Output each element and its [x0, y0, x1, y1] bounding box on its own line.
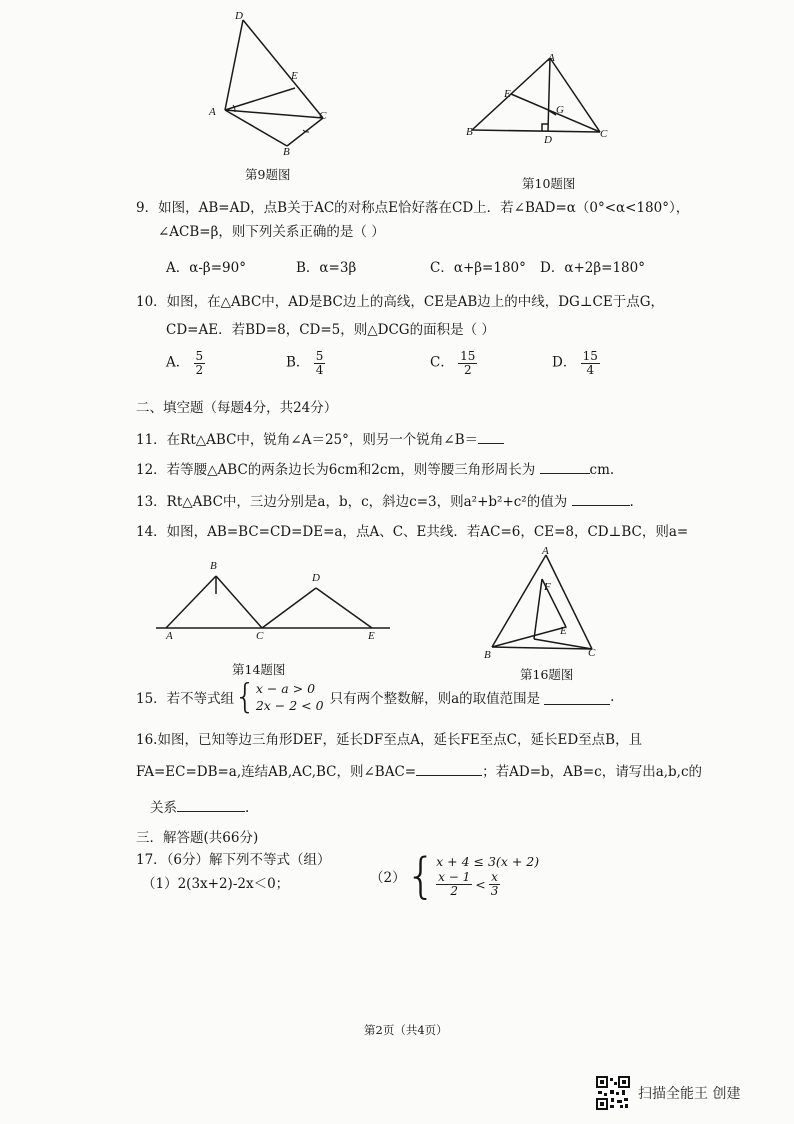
q17-part2-lt: < [475, 877, 486, 892]
q16-line2a: FA=EC=DB=a,连结AB,AC,BC，则∠BAC= [136, 764, 417, 780]
q13-blank[interactable] [572, 491, 630, 506]
q17-part2-right-den: 3 [490, 884, 499, 898]
figure-9 [195, 8, 345, 183]
q16-line2b: ；若AD=b，AB=c，请写出a,b,c的 [482, 764, 703, 780]
q10-line2: CD=AE．若BD=8，CD=5，则△DCG的面积是（ ） [166, 322, 495, 338]
q10-option-d-letter: D． [552, 354, 577, 371]
fig16-caption: 第16题图 [520, 667, 574, 682]
q17-part2-ineq1: x + 4 ≤ 3(x + 2) [436, 854, 540, 870]
fig9-label-a: A [209, 106, 216, 118]
q10-option-c-letter: C． [430, 354, 454, 371]
q13-end: . [629, 494, 634, 510]
q17-part2-right-num: x [491, 870, 498, 885]
q17-part2-system [436, 854, 539, 897]
q13 [136, 490, 634, 510]
fig14-caption: 第14题图 [232, 662, 286, 677]
q9-option-b: B．α=3β [296, 260, 357, 276]
fig14-label-e: E [368, 630, 375, 642]
fig14-label-d: D [312, 572, 320, 584]
q14: 14．如图，AB=BC=CD=DE=a，点A、C、E共线．若AC=6，CE=8，CD⊥BC，则a= [136, 524, 689, 540]
q15-ineq1: x − a > 0 [255, 681, 316, 696]
q9-option-a: A．α-β=90° [166, 260, 246, 276]
q16-line2 [136, 760, 702, 780]
q11-text: 11．在Rt△ABC中，锐角∠A＝25°，则另一个锐角∠B＝ [136, 432, 479, 448]
figure-16-drawing [480, 545, 610, 660]
q16-blank-relation[interactable] [177, 797, 245, 812]
q10-line1: 10．如图，在△ABC中，AD是BC边上的高线，CE是AB边上的中线，DG⊥CE于点G， [136, 294, 665, 310]
q16-blank-angle[interactable] [416, 761, 482, 776]
figure-10-drawing [460, 50, 620, 150]
section-3-heading: 三．解答题(共66分) [136, 830, 259, 846]
page-number: 第2页（共4页） [364, 1023, 448, 1037]
q11 [136, 428, 504, 448]
q15-prefix: 15．若不等式组 [136, 691, 235, 707]
qr-code-icon [596, 1076, 630, 1110]
q10-option-a-num: 5 [195, 349, 204, 363]
fig14-label-c: C [256, 630, 264, 642]
q15-system [256, 680, 324, 714]
q16-line3 [150, 796, 249, 816]
q10-option-a-den: 2 [195, 362, 204, 377]
fig14-label-a: A [166, 630, 173, 642]
q17-part2-ineq2 [436, 871, 539, 897]
q9-option-d: D．α+2β=180° [540, 260, 645, 276]
q10-option-c-den: 2 [463, 362, 472, 377]
q17-part2-label: （2） [370, 870, 406, 886]
q17-part2-left-num: x − 1 [438, 870, 471, 885]
fig16-label-a: A [542, 545, 549, 557]
figure-9-drawing [195, 8, 345, 158]
q15 [136, 677, 615, 717]
fig9-label-d: D [235, 10, 243, 22]
q10-option-b-letter: B． [286, 354, 310, 371]
q9-line2: ∠ACB=β，则下列关系正确的是（ ） [158, 224, 385, 240]
fig10-label-c: C [600, 128, 608, 140]
q17-part2 [370, 848, 540, 904]
fig9-label-e: E [291, 70, 298, 82]
fig9-label-b: B [283, 146, 290, 158]
q15-brace: { [234, 677, 256, 717]
q10-option-b-num: 5 [315, 349, 324, 363]
q12 [136, 458, 614, 478]
fig9-label-c: C [319, 110, 327, 122]
fig14-label-b: B [210, 560, 217, 572]
q9-line1: 9．如图，AB=AD，点B关于AC的对称点E恰好落在CD上．若∠BAD=α（0°<α<180°）， [136, 200, 690, 216]
q10-option-d [552, 350, 600, 376]
figure-10 [460, 50, 620, 190]
fig10-label-d: D [544, 134, 552, 146]
q10-option-a [166, 350, 205, 376]
q10-option-a-letter: A． [166, 354, 190, 371]
q15-ineq2: 2x − 2 < 0 [255, 698, 324, 713]
q10-option-d-den: 4 [586, 362, 595, 377]
fig16-label-c: C [588, 647, 596, 659]
q11-blank[interactable] [478, 429, 504, 444]
scanner-watermark: 扫描全能王 创建 [638, 1086, 741, 1102]
fig10-label-b: B [466, 126, 473, 138]
q10-option-d-num: 15 [582, 349, 598, 363]
fig9-caption: 第9题图 [245, 167, 291, 182]
q17-part2-left-den: 2 [450, 884, 458, 898]
q15-end: . [610, 689, 615, 705]
fig10-label-a: A [548, 52, 555, 64]
q16-end: . [245, 800, 250, 816]
q16-line1: 16.如图，已知等边三角形DEF，延长DF至点A，延长FE至点C，延长ED至点B，且 [136, 732, 643, 748]
q17-part1: （1）2(3x+2)-2x＜0； [142, 876, 290, 892]
q17-part2-brace: { [405, 848, 437, 904]
q10-option-c [430, 350, 477, 376]
q17-title: 17．（6分）解下列不等式（组） [136, 852, 331, 868]
fig10-caption: 第10题图 [522, 176, 576, 191]
q10-option-b-den: 4 [315, 362, 324, 377]
q12-unit: cm. [589, 462, 615, 478]
q10-option-c-num: 15 [460, 349, 476, 363]
q16-line3-text: 关系 [150, 800, 177, 816]
fig16-label-b: B [484, 649, 491, 661]
figure-16 [480, 545, 610, 685]
q13-text: 13．Rt△ABC中，三边分别是a，b，c，斜边c=3，则a²+b²+c²的值为 [136, 494, 568, 510]
q9-option-c: C．α+β=180° [430, 260, 526, 276]
fig10-label-g: G [556, 104, 564, 116]
q15-blank[interactable] [544, 690, 610, 705]
q10-option-b [286, 350, 325, 376]
figure-14 [150, 560, 400, 680]
fig16-label-f: F [544, 581, 551, 593]
q12-blank[interactable] [540, 459, 590, 474]
fig16-label-e: E [560, 625, 567, 637]
section-2-heading: 二、填空题（每题4分，共24分） [136, 400, 338, 416]
figure-14-drawing [150, 560, 400, 640]
q15-suffix: 只有两个整数解，则a的取值范围是 [329, 691, 541, 707]
q12-text: 12．若等腰△ABC的两条边长为6cm和2cm，则等腰三角形周长为 [136, 462, 536, 478]
fig10-label-e: E [504, 88, 511, 100]
